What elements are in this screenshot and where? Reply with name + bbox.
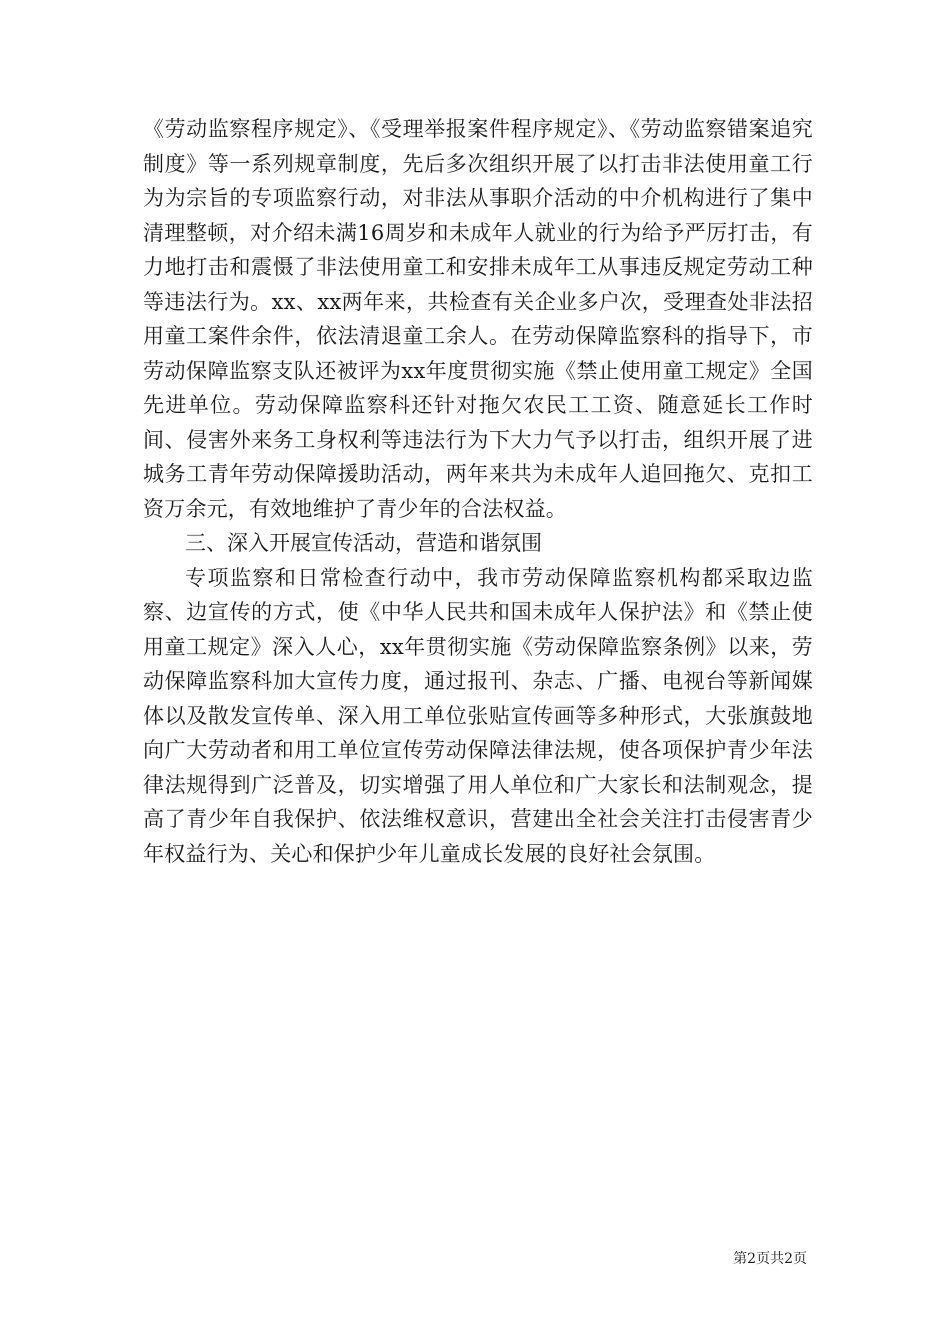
paragraph-publicity: 专项监察和日常检查行动中，我市劳动保障监察机构都采取边监察、边宣传的方式，使《中华人民共和国未成年人保护法》和《禁止使用童工规定》深入人心，xx年贯彻实施《劳动保障监察条例》以来，劳动保障监察科加大宣传力度，通过报刊、杂志、广播、电视台等新闻媒体以及散发宣传单、深入用工单位张贴宣传画等多种形式，大张旗鼓地向广大劳动者和用工单位宣传劳动保障法律法规，使各项保护青少年法律法规得到广泛普及，切实增强了用人单位和广大家长和法制观念，提高了青少年自我保护、依法维权意识，营建出全社会关注打击侵害青少年权益行为、关心和保护少年儿童成长发展的良好社会氛围。: [143, 565, 813, 866]
document-body: [143, 112, 813, 871]
page-number-footer: 第2页共2页: [733, 1251, 807, 1267]
section-heading-3: 三、深入开展宣传活动，营造和谐氛围: [185, 531, 542, 555]
paragraph-continued: 《劳动监察程序规定》、《受理举报案件程序规定》、《劳动监察错案追究制度》等一系列规章制度，先后多次组织开展了以打击非法使用童工行为为宗旨的专项监察行动，对非法从事职介活动的中介机构进行了集中清理整顿，对介绍未满16周岁和未成年人就业的行为给予严厉打击，有力地打击和震慑了非法使用童工和安排未成年工从事违反规定劳动工种等违法行为。xx、xx两年来，共检查有关企业多户次，受理查处非法招用童工案件余件，依法清退童工余人。在劳动保障监察科的指导下，市劳动保障监察支队还被评为xx年度贯彻实施《禁止使用童工规定》全国先进单位。劳动保障监察科还针对拖欠农民工工资、随意延长工作时间、侵害外来务工身权利等违法行为下大力气予以打击，组织开展了进城务工青年劳动保障援助活动，两年来共为未成年人追回拖欠、克扣工资万余元，有效地维护了青少年的合法权益。: [143, 117, 813, 521]
